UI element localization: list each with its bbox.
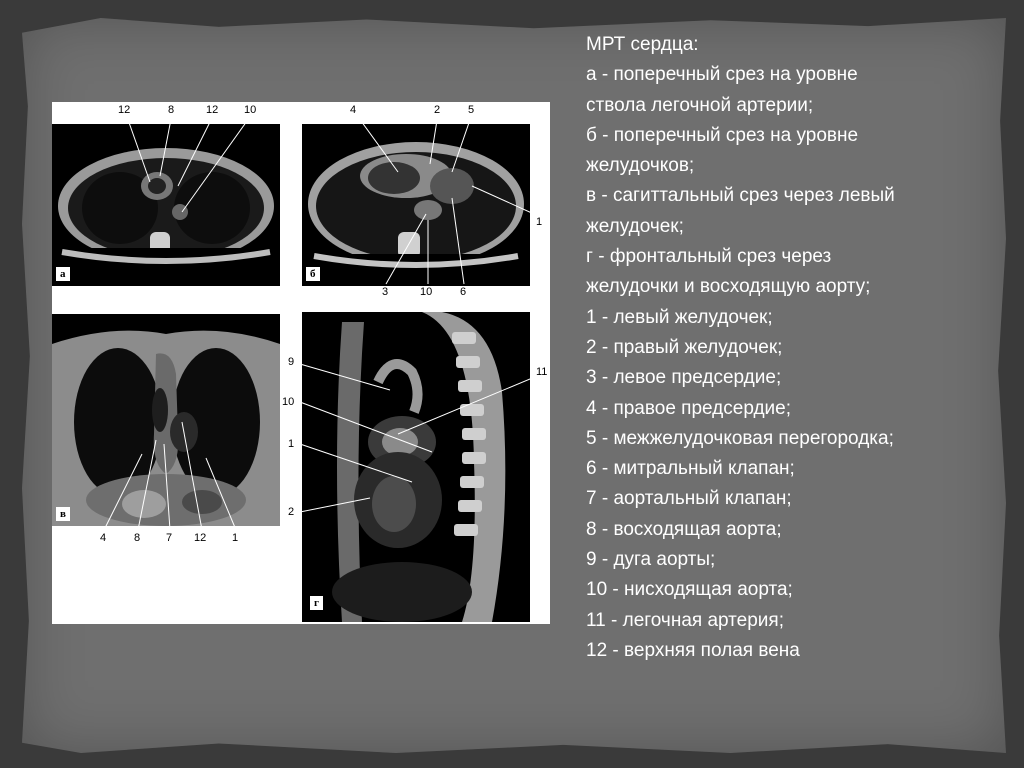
panel-b-label-5: 5 (468, 104, 475, 116)
caption-title: МРТ сердца: (586, 34, 699, 55)
legend-item: 3 - левое предсердие; (586, 367, 782, 389)
panel-letter-d: г (310, 596, 323, 610)
panel-c-label-7: 7 (166, 532, 173, 544)
legend-item: 11 - легочная артерия; (586, 609, 784, 631)
panel-c-label-8: 8 (134, 532, 141, 544)
mri-panel-b (302, 124, 530, 286)
legend-item: 7 - аортальный клапан; (586, 488, 792, 510)
panel-letter-a: а (56, 267, 70, 281)
caption-line: б - поперечный срез на уровне (586, 124, 859, 146)
legend-item: 10 - нисходящая аорта; (586, 579, 793, 601)
caption-text-block (586, 30, 986, 666)
caption-line: желудочки и восходящую аорту; (586, 276, 871, 298)
panel-c-label-4: 4 (100, 532, 107, 544)
panel-b-label-6: 6 (460, 286, 467, 298)
panel-b-label-1: 1 (536, 216, 543, 228)
panel-a-label-12-right: 12 (206, 104, 219, 116)
panel-c-label-1: 1 (232, 532, 239, 544)
caption-line: желудочек; (586, 215, 684, 237)
panel-a-label-8: 8 (168, 104, 175, 116)
legend-item: 9 - дуга аорты; (586, 549, 716, 571)
panel-b-label-3: 3 (382, 286, 389, 298)
panel-d-label-10: 10 (282, 396, 295, 408)
panel-b-label-4: 4 (350, 104, 357, 116)
legend-item: 8 - восходящая аорта; (586, 518, 782, 540)
mri-panel-c (52, 314, 280, 526)
panel-d-label-9: 9 (288, 356, 295, 368)
mri-image-d (302, 312, 530, 622)
legend-item: 12 - верхняя полая вена (586, 639, 800, 661)
legend-item: 2 - правый желудочек; (586, 336, 783, 358)
panel-b-label-2: 2 (434, 104, 441, 116)
legend-item: 5 - межжелудочковая перегородка; (586, 427, 894, 449)
panel-a-label-10: 10 (244, 104, 257, 116)
panel-d-label-2: 2 (288, 506, 295, 518)
panel-d-label-1: 1 (288, 438, 295, 450)
legend-item: 1 - левый желудочек; (586, 306, 773, 328)
mri-image-c (52, 314, 280, 526)
caption-line: в - сагиттальный срез через левый (586, 185, 895, 207)
mri-panel-a (52, 124, 280, 286)
mri-panel-d (302, 312, 530, 622)
mri-image-a (52, 124, 280, 286)
caption-line: желудочков; (586, 155, 695, 177)
mri-image-b (302, 124, 530, 286)
panel-d-label-11: 11 (536, 366, 548, 378)
panel-letter-b: б (306, 267, 320, 281)
caption-line: а - поперечный срез на уровне (586, 64, 858, 86)
panel-b-label-10: 10 (420, 286, 433, 298)
legend-item: 6 - митральный клапан; (586, 458, 795, 480)
panel-c-label-12: 12 (194, 532, 207, 544)
legend-item: 4 - правое предсердие; (586, 397, 792, 419)
mri-figure (52, 102, 550, 624)
panel-a-label-12-left: 12 (118, 104, 131, 116)
caption-line: ствола легочной артерии; (586, 94, 814, 116)
panel-letter-c: в (56, 507, 70, 521)
caption-line: г - фронтальный срез через (586, 246, 832, 268)
